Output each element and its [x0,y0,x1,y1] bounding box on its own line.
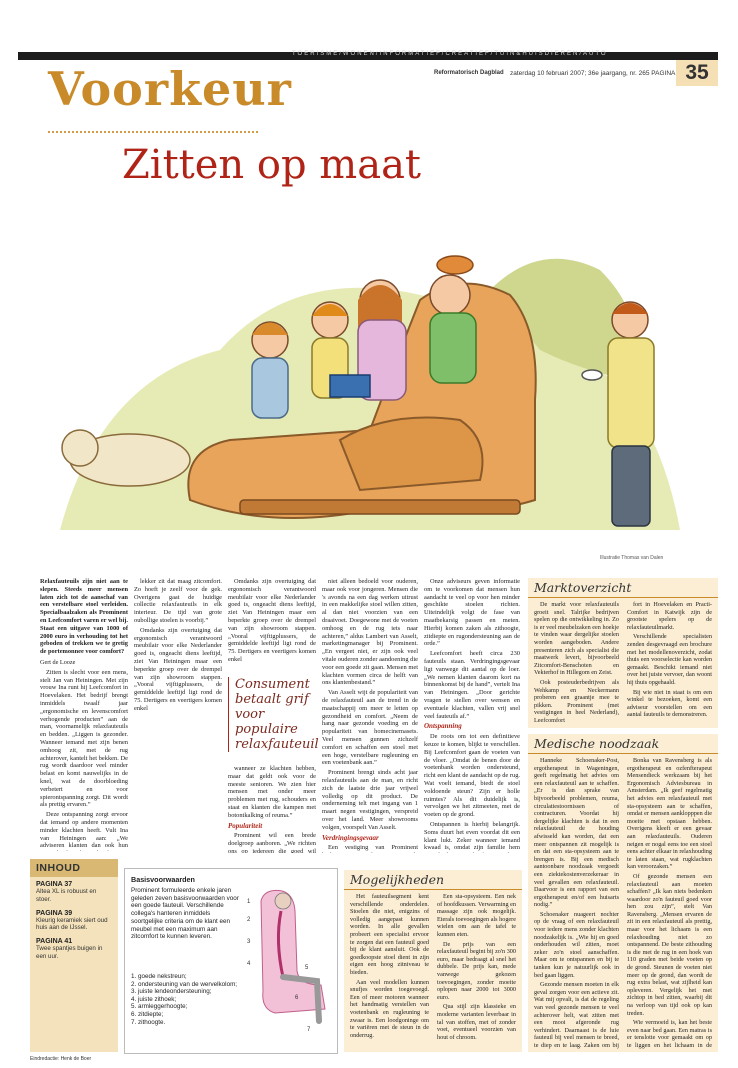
paragraph: wanneer ze klachten hebben, maar dat geldt ook voor de meeste senioren. We zien hier mensen met onder meer problemen met rug, schouders en staat en klanten die kampen met botontkalking of reuma.” [228,765,316,819]
subhead-ontspanning: Ontspanning [424,722,462,731]
open-book [330,375,370,397]
list-item: 3. juiste lendeondersteuning; [131,988,212,996]
paragraph: fort in Hoevelaken en Practi-Comfort in Katwijk zijn de grootste spelers op de relaxfauteuilmarkt. [627,601,712,631]
medische-noodzaak-box [528,734,718,1052]
date-line: zaterdag 10 februari 2007; 36e jaargang, nr. 265 PAGINA [510,70,676,77]
paragraph: Ook posteuderbedrijven als Wehkamp en Neckermann proberen een graantje mee te pikken. Prominent (met vestigingen in heel Nederland), Leefcomfort [534,678,619,724]
inhoud-teaser: Altea XL is robuust en stoer. [36,888,97,903]
mogelijkheden-title: Mogelijkheden [344,870,522,890]
paragraph: niet alleen bedoeld voor ouderen, maar ook voor jongeren. Mensen die 's avonds na een dag werken uitrust in een makkelijke stoel willen zitten, al dan niet voorzien van een draaivoet. Doegewone met de voeten omhoog en de rug iets naar achteren,” aldus Lambert van Asselt, marketingmanager bij Prominent. „En vergeet niet, er zijn ook veel vitale ouderen zonder aandoening die voor een goede zit gaan. Mensen met klachten vormen circa de helft van ons klantenbestand.” [322,578,418,687]
paragraph: Deze ontspanning zorgt ervoor dat iemand op andere momenten minder klachten heeft. Vult Ina van Heiningen aan: „We adviseren klanten dan ook hun [40,811,128,850]
medische-noodzaak-title: Medische noodzaak [528,734,718,754]
subhead-populariteit: Populariteit [228,821,263,830]
inhoud-item[interactable] [30,877,118,906]
paragraph: Gezonde mensen moeten in elk geval zorgen voor een actieve zit. Wat mij opvalt, is dat de regeling van veel gezonde mensen te veel achterover helt, wat zitten met een mooi afgeronde rug verhindert. Daarnaast is de luie fauteuil bij veel mensen te breed, te diep en te laag. Zaken om bij [534,981,619,1049]
article-intro: Relaxfauteuils zijn niet aan te slepen. Steeds meer mensen laten zich tot de aanschaf van een verstelbare stoel verleiden. Specialbaalzaken als Prominent en Leefcomfort varen er wel bij. Staat een uitgave van 1000 of 2000 euro in verhouding tot het geboden of trekken we te gretig de portemonnee voor comfort? [40,578,128,656]
article-column-2 [134,578,222,851]
grandpa-head [430,275,470,315]
figure-number: 5 [305,965,309,971]
paragraph: Een vestiging van Prominent [328,844,418,852]
paragraph: Hanneke Schoenaker-Post, ergotherapeut in Wageningen, geeft regelmatig het advies om een relaxfauteuil aan te schaffen. „Er is dan sprake van bijvoorbeeld problemen, reuma, circulatiestoornissen of contracturen. Voordat hij dergelijke klachten is dat in een relaxfauteuil de houding afwisseld kan worden, dat een meer ontspannen zit mogelijk is en dat een sta-opsysteem aan te brengen is. Bij een medisch aantoonbare noodzaak vergoedt een ziektekostenverzekeraar in veel gevallen een relaxfauteuil. Daarvoor is een rapport van een ergotherapeut en/of een huisarts nodig.” [534,757,619,909]
medische-noodzaak-body [528,757,718,1049]
standing-man-body [608,338,654,448]
mogelijkheden-box [344,870,522,1052]
list-item: 7. zithoogte. [131,1018,166,1026]
seated-posture-diagram [241,881,333,1049]
figure-head [275,893,291,909]
paragraph: lekker zit dat maag zitcomfort. Zo hoeft je zeelf voor de gek. Overigens gaat de huidige collectie relaxfauteuils in elk interieur. De tijd van grote oubollige stoelen is voorbij.” [134,578,222,624]
medische-noodzaak-column-2 [627,757,712,1049]
article-column-1 [40,578,128,851]
inhoud-title: INHOUD [30,859,118,877]
paragraph: Wie vermoeid is, kan het beste even naar bed gaan. Een matras is er tenslotte voor gemaakt om op te liggen en het lichaam in de [627,1019,712,1049]
list-item: 5. armleggerhoogte; [131,1003,188,1011]
illustration-credit: Illustratie Thomas van Dalen [600,555,664,561]
article-headline: Zitten op maat [122,142,421,188]
teacup [582,370,602,380]
paragraph: Verschillende specialisten zenden desgevraagd een brochure met het modellenoverzicht, zodat thuis een voorselectie kan worden gemaakt. Beschikt iemand niet over het juiste vervoer, dan woont hij thuis opgehaald. [627,633,712,686]
basisvoorwaarden-box [124,868,338,1054]
page-number: 35 [676,60,718,86]
inhoud-page-number: PAGINA 41 [36,938,73,946]
paragraph: Qua stijl zijn klassieke en moderne varianten leverbaar in tal van stoffen, met of zonder voet, eventueel voorzien van hout of chroom. [437,1003,516,1041]
list-item: 1. goede nekstreun; [131,973,187,980]
chair-armrest [340,418,483,491]
medische-noodzaak-column-1 [534,757,619,1049]
paragraph: Aan veel modellen kunnen snufjes worden toegevoegd. Een of meer motoren wanneer het handmatig verstellen van voetenbank en rugleuning te zwaar is. Een loodgoninge om te variëren met de steun in de onderrug. [350,978,429,1039]
paragraph: Het fauteuilsegment kent verschillende onderdelen. Stoelen die niet, enigzins of volledig aangepast kunnen worden. In alle gevallen probeert een specialist ervoor te zorgen dat een fauteuil goed bij de klant aansluit. Ook de goedkoopste stoel dient in zijn eigen een hoog zitniveau te bieden. [350,893,429,976]
figure-number: 4 [247,961,251,967]
paragraph: Prominent wil een brede doelgroep aanboren. „We richten ons op iedereen die goed wil [228,832,316,853]
grandpa-body [430,313,476,383]
figure-number: 3 [247,939,251,945]
paragraph: Leefcomfort heeft circa 230 fauteuils staan. Verdringingsgevaar ligt vanwege dit aantal op de loer. „We nemen klanten daarom kort na binnenkomst bij de hand”, vertelt Ina van Heiningen. „Door gerichte vragen te stellen over wensen en eventuele klachten, vallen vrij snel veel fauteuils af.” [424,650,520,720]
figure-number: 2 [247,917,251,923]
paragraph: Omdanks zijn overtuiging dat ergonomisch verantwoord meubilair voor elke Nederlander goed is, ongeacht diens leeftijd, ziet Van Heiningen maar een beperkte groep over de drempel van zijn showroom stappen. „Vooral vijftigplussers, de gemiddelde leeftijd ligt rond de 75. Dertigers en veertigers komen enkel [134,626,222,712]
mogelijkheden-body [344,893,522,1043]
list-item: 2. ondersteuning van de wervelkolom; [131,980,238,988]
paragraph: De prijs van een relaxfauteuil begint bij zo'n 300 euro, maar bedraagt al snel het dubbele. De prijs kan, mede vanwege gekozen toevoegingen, zonder moeite oplopen naar 2000 tot 3000 euro. [437,940,516,1001]
paragraph: Ontspannen is hierbij belangrijk. Soms duurt het even voordat dit een klant lukt. Zeker wanneer iemand kwaad is, omdat zijn familie hem [424,820,520,852]
inhoud-box [30,859,118,1052]
subhead-verdringingsgevaar: Verdringingsgevaar [322,833,379,842]
mogelijkheden-column-1 [350,893,429,1043]
child-body-1 [252,358,288,418]
article-column-3 [322,578,418,853]
article-column-2b [228,765,316,853]
family-chair-illustration [40,200,708,550]
standing-man-legs [612,446,650,526]
inhoud-teaser: Kleurig keramiek siert oud huis aan de IJssel. [36,916,108,932]
pull-quote: Consument betaalt grif voor populaire relaxfauteuil [228,677,314,752]
article-byline: Gert de Looze [40,658,76,666]
chair-base [240,500,520,514]
inhoud-item[interactable] [30,934,118,963]
cat [437,256,473,274]
paragraph: De roots om tot een definitieve keuze te komen, blijkt te verschillen. Bij Leefcomfort gaan de voeten van de vloer. „Omdat de benen door de voetenbank worden ondersteund, richt een klant de aandacht op de rug. Wat voelt iemand, biedt de stoel voldoende steun? Zijn er holle ruimtes? Als dit duidelijk is, vervolgen we het zitmeeten, met de voeten op de grond. [424,733,520,819]
marktoverzicht-column-2 [627,601,712,727]
paragraph: Bij wie niet in staat is om een winkel te bezoeken, komt een adviseur voorstellen om een aantal fauteuils te demonstreren. [627,688,712,719]
article-column-2a-right [228,578,316,673]
inhoud-item[interactable] [30,906,118,935]
category-strip: TOERISME/WONEN/INFORMATIEF/CREATIEF/TUIN&HUISDIEREN/AUTO [292,51,608,57]
paragraph: Van Asselt wijt de populariteit van de relaxfauteuil aan de trend in de maatschappij om meer te letten op gezondheid en comfort. „Neem de hang naar gezonde voeding en de populariteit van homecinemasets. Veel mensen gunnen zichzelf comfort en schaffen een stoel met een hoge, verstelbare rugleuning en een voetenbank aan.” [322,689,418,767]
paragraph: Omdanks zijn overtuiging dat ergonomisch verantwoord meubilair voor elke Nederlander goed is, ongeacht diens leeftijd, ziet Van Heiningen maar een beperkte groep over de drempel van zijn showroom stappen. „Vooral vijftigplussers, de gemiddelde leeftijd ligt rond de 75. Dertigers en veertigers komen enkel [228,578,316,663]
figure-number: 6 [295,995,299,1001]
marktoverzicht-column-1 [534,601,619,727]
section-divider [48,131,258,133]
marktoverzicht-box [528,578,718,728]
dog-head [62,430,98,466]
list-item: 4. juiste zithoek; [131,995,177,1003]
figure-number: 7 [307,1027,311,1033]
paragraph: Onze adviseurs geven informatie om te voorkomen dat mensen hun aandacht te veel op voor hen minder geschikte stoelen richten. Uiteindelijk volgt de fase van maatbekarsig passen en meten. Hierbij komen zaken als zithoogte, zitdiepte en rugondersteuning aan de orde.” [424,578,520,648]
inhoud-page-number: PAGINA 39 [36,909,73,917]
basisvoorwaarden-list [131,973,239,1026]
paragraph: Zitten is slecht voor een mens, stelt Jan van Heiningen. Met zijn vrouw Ina runt hij Leefcomfort in Hoevelaken. Het bedrijf brengt inmiddels twaalf jaar „ergonomische en levenscomfort verhogende producten” aan de man, voornamelijk relaxfauteuils en bedden. „Liggen is gezonder. Wanneer iemand met zijn benen omhoog zit, met de rug achterover, kantelt het bekken. De rug wordt daardoor veel minder belast en komt nauwelijks in de knel, wat de doorbloeding verbetert en voor spierontspanning zorgt. Dit wordt als prettig ervaren.” [40,668,128,809]
marktoverzicht-body [528,601,718,727]
inhoud-teaser: Twee spantjes buigen in een uur. [36,945,103,960]
figure-number: 1 [247,899,251,905]
basisvoorwaarden-title: Basisvoorwaarden [131,875,195,884]
paragraph: Schoenaker nuageert nochter op de vraag of een relaxfauteuil voor iedere mens zonder klachten noodzakelijk is. „Wie hij en goed onderhouden wil zitten, moet zeker zo'n stoel aanschaffen. Maar om te ontspannen en bij te tanken kun je natuurlijk ook in bed gaan liggen. [534,910,619,979]
eindredactie-credit: Eindredactie: Henk de Boer [30,1056,92,1062]
list-item: 6. zitdiepte; [131,1010,164,1018]
paragraph: De markt voor relaxfauteuils groeit snel. Talrijke bedrijven spelen op die ontwikkeling in. Zo is er veel meubelzaken een hoekje te vinden waar dergelijke stoelen worden aangeboden. Andere presenteren zich als specialist die maatwerk levert, bijvoorbeeld Zitcomfort-Benschoten en Vekterhof in Hillegom en Zeist. [534,601,619,677]
paper-name: Reformatorisch Dagblad [434,70,504,76]
section-title: Voorkeur [48,62,292,116]
paragraph: Bonka van Ravensberg is als ergotherapeut en ozfenfterapeut Mensendieck werkzaam bij het Ergonomisch Adviesbureau in Amsterdam. „Ik geef regelmatig het advies een relaxfauteuil met sta-opsysteem aan te schaffen, omdat er mensen aanklopppen die moeite met opstaan hebben. Overigens kleeft er een gevaar aan relaxfauteuils. Ouderen neigen er nogal eens toe een stoel eens achter elkaar in relaxhouding te laten staan, wat rugklachten kan veroorzaken.” [627,757,712,871]
mogelijkheden-column-2 [437,893,516,1043]
marktoverzicht-title: Marktoverzicht [528,578,718,598]
paragraph: Of gezonde mensen een relaxfauteuil aan moeten schaffen? „Ik kan niets bedenken waardoor zo'n fauteuil goed voor hen zou zijn”, stelt Van Ravensberg. „Mensen ervaren de zit in een relaxfauteuil als prettig, maar voor het lichaam is een relaxhouding niet zo ontspannend. De beste zithouding is die met de rug in een hoek van 110 graden met beide voeten op de grond. Steunen de voeten niet meer op de grond, dan wordt de rug extra belast, wat zijlheid kan opleveren. Vergelijk het met zichtop in bed zitten, waarbij dit na verloop van tijd ook op kan treden. [627,872,712,1017]
basisvoorwaarden-intro: Prominent formuleerde enkele jaren geleden zeven basisvoorwaarden voor een goede fauteuil. Verschillende collega's hanteren inmiddels soortgelijke criteria om de klant een meubel met een maximum aan zitcomfort te kunnen leveren. [131,887,239,941]
paragraph: Prominent brengt sinds acht jaar relaxfauteuils aan de man, en richt zich de laatste drie jaar vrijwel volledig op dit product. De onderneming telt met ingang van 1 maart negen vestigingen, verspreid over het land. Meer showrooms volgen, voorspelt Van Asselt. [322,769,418,831]
article-column-4 [424,578,520,853]
paragraph: Een sta-opsysteem. Een nek of hoofdkussen. Verwarming en massage zijn ook mogelijk. Eterals toevoegingen als hogere wielen om aan de tafel te kunnen eten. [437,893,516,938]
inhoud-page-number: PAGINA 37 [36,881,73,888]
